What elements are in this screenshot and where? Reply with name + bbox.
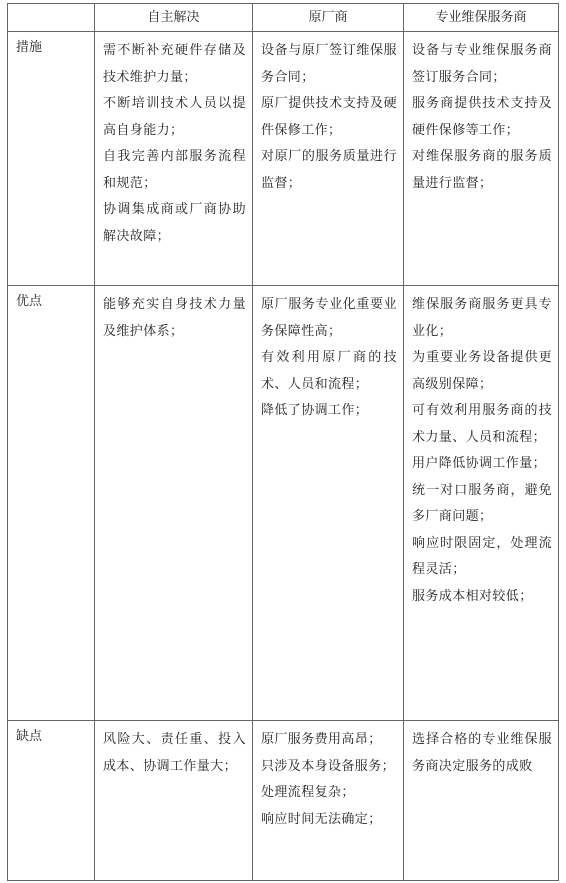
row-label: 措施 bbox=[8, 32, 95, 286]
cell-provider bbox=[404, 32, 559, 286]
table-row-advantages bbox=[8, 286, 559, 721]
cell-item: 风险大、责任重、投入成本、协调工作量大； bbox=[103, 732, 246, 774]
cell-item: 对维保服务商的服务质量进行监督； bbox=[412, 149, 552, 191]
cell-self bbox=[95, 32, 253, 286]
cell-item: 需不断补充硬件存储及技术维护力量； bbox=[103, 43, 246, 85]
cell-item: 用户降低协调工作量； bbox=[412, 456, 547, 471]
cell-item: 协调集成商或厂商协助解决故障； bbox=[103, 202, 246, 244]
cell-item: 设备与原厂签订维保服务合同； bbox=[261, 43, 397, 85]
cell-vendor bbox=[253, 32, 404, 286]
cell-item: 原厂提供技术支持及硬件保修工作； bbox=[261, 96, 397, 138]
cell-item: 为重要业务设备提供更高级别保障； bbox=[412, 350, 552, 392]
cell-item: 对原厂的服务质量进行监督； bbox=[261, 149, 397, 191]
header-original-vendor: 原厂商 bbox=[253, 4, 404, 32]
cell-item: 服务商提供技术支持及硬件保修等工作； bbox=[412, 96, 552, 138]
header-self-resolve: 自主解决 bbox=[95, 4, 253, 32]
cell-vendor bbox=[253, 721, 404, 881]
table-row-disadvantages bbox=[8, 721, 559, 881]
cell-item: 不断培训技术人员以提高自身能力； bbox=[103, 96, 246, 138]
cell-item: 只涉及本身设备服务； bbox=[261, 758, 396, 774]
cell-self bbox=[95, 721, 253, 881]
header-corner-cell bbox=[8, 4, 95, 32]
row-label: 缺点 bbox=[8, 721, 95, 881]
cell-item: 处理流程复杂； bbox=[261, 785, 355, 800]
cell-item: 维保服务商服务更具专业化； bbox=[412, 297, 552, 339]
cell-provider bbox=[404, 721, 559, 881]
cell-self bbox=[95, 286, 253, 721]
cell-item: 响应时间无法确定； bbox=[261, 811, 382, 827]
cell-item: 可有效利用服务商的技术力量、人员和流程； bbox=[412, 403, 552, 445]
cell-item: 服务成本相对较低； bbox=[412, 588, 533, 604]
header-maintenance-provider: 专业维保服务商 bbox=[404, 4, 559, 32]
comparison-table bbox=[7, 3, 559, 881]
cell-item: 自我完善内部服务流程和规范； bbox=[103, 149, 246, 191]
cell-item: 原厂服务专业化重要业务保障性高； bbox=[261, 297, 397, 339]
cell-item: 能够充实自身技术力量及维护体系； bbox=[103, 297, 246, 339]
cell-vendor bbox=[253, 286, 404, 721]
cell-item: 选择合格的专业维保服务商决定服务的成败 bbox=[412, 732, 552, 774]
cell-provider bbox=[404, 286, 559, 721]
cell-item: 降低了协调工作； bbox=[261, 403, 369, 418]
cell-item: 原厂服务费用高昂； bbox=[261, 732, 382, 747]
cell-item: 设备与专业维保服务商签订服务合同； bbox=[412, 43, 552, 85]
table-header-row bbox=[8, 4, 559, 32]
cell-item: 响应时限固定，处理流程灵活； bbox=[412, 535, 552, 577]
cell-item: 统一对口服务商，避免多厂商问题； bbox=[412, 482, 552, 524]
row-label: 优点 bbox=[8, 286, 95, 721]
cell-item: 有效利用原厂商的技术、人员和流程； bbox=[261, 350, 397, 392]
table-row-measures bbox=[8, 32, 559, 286]
